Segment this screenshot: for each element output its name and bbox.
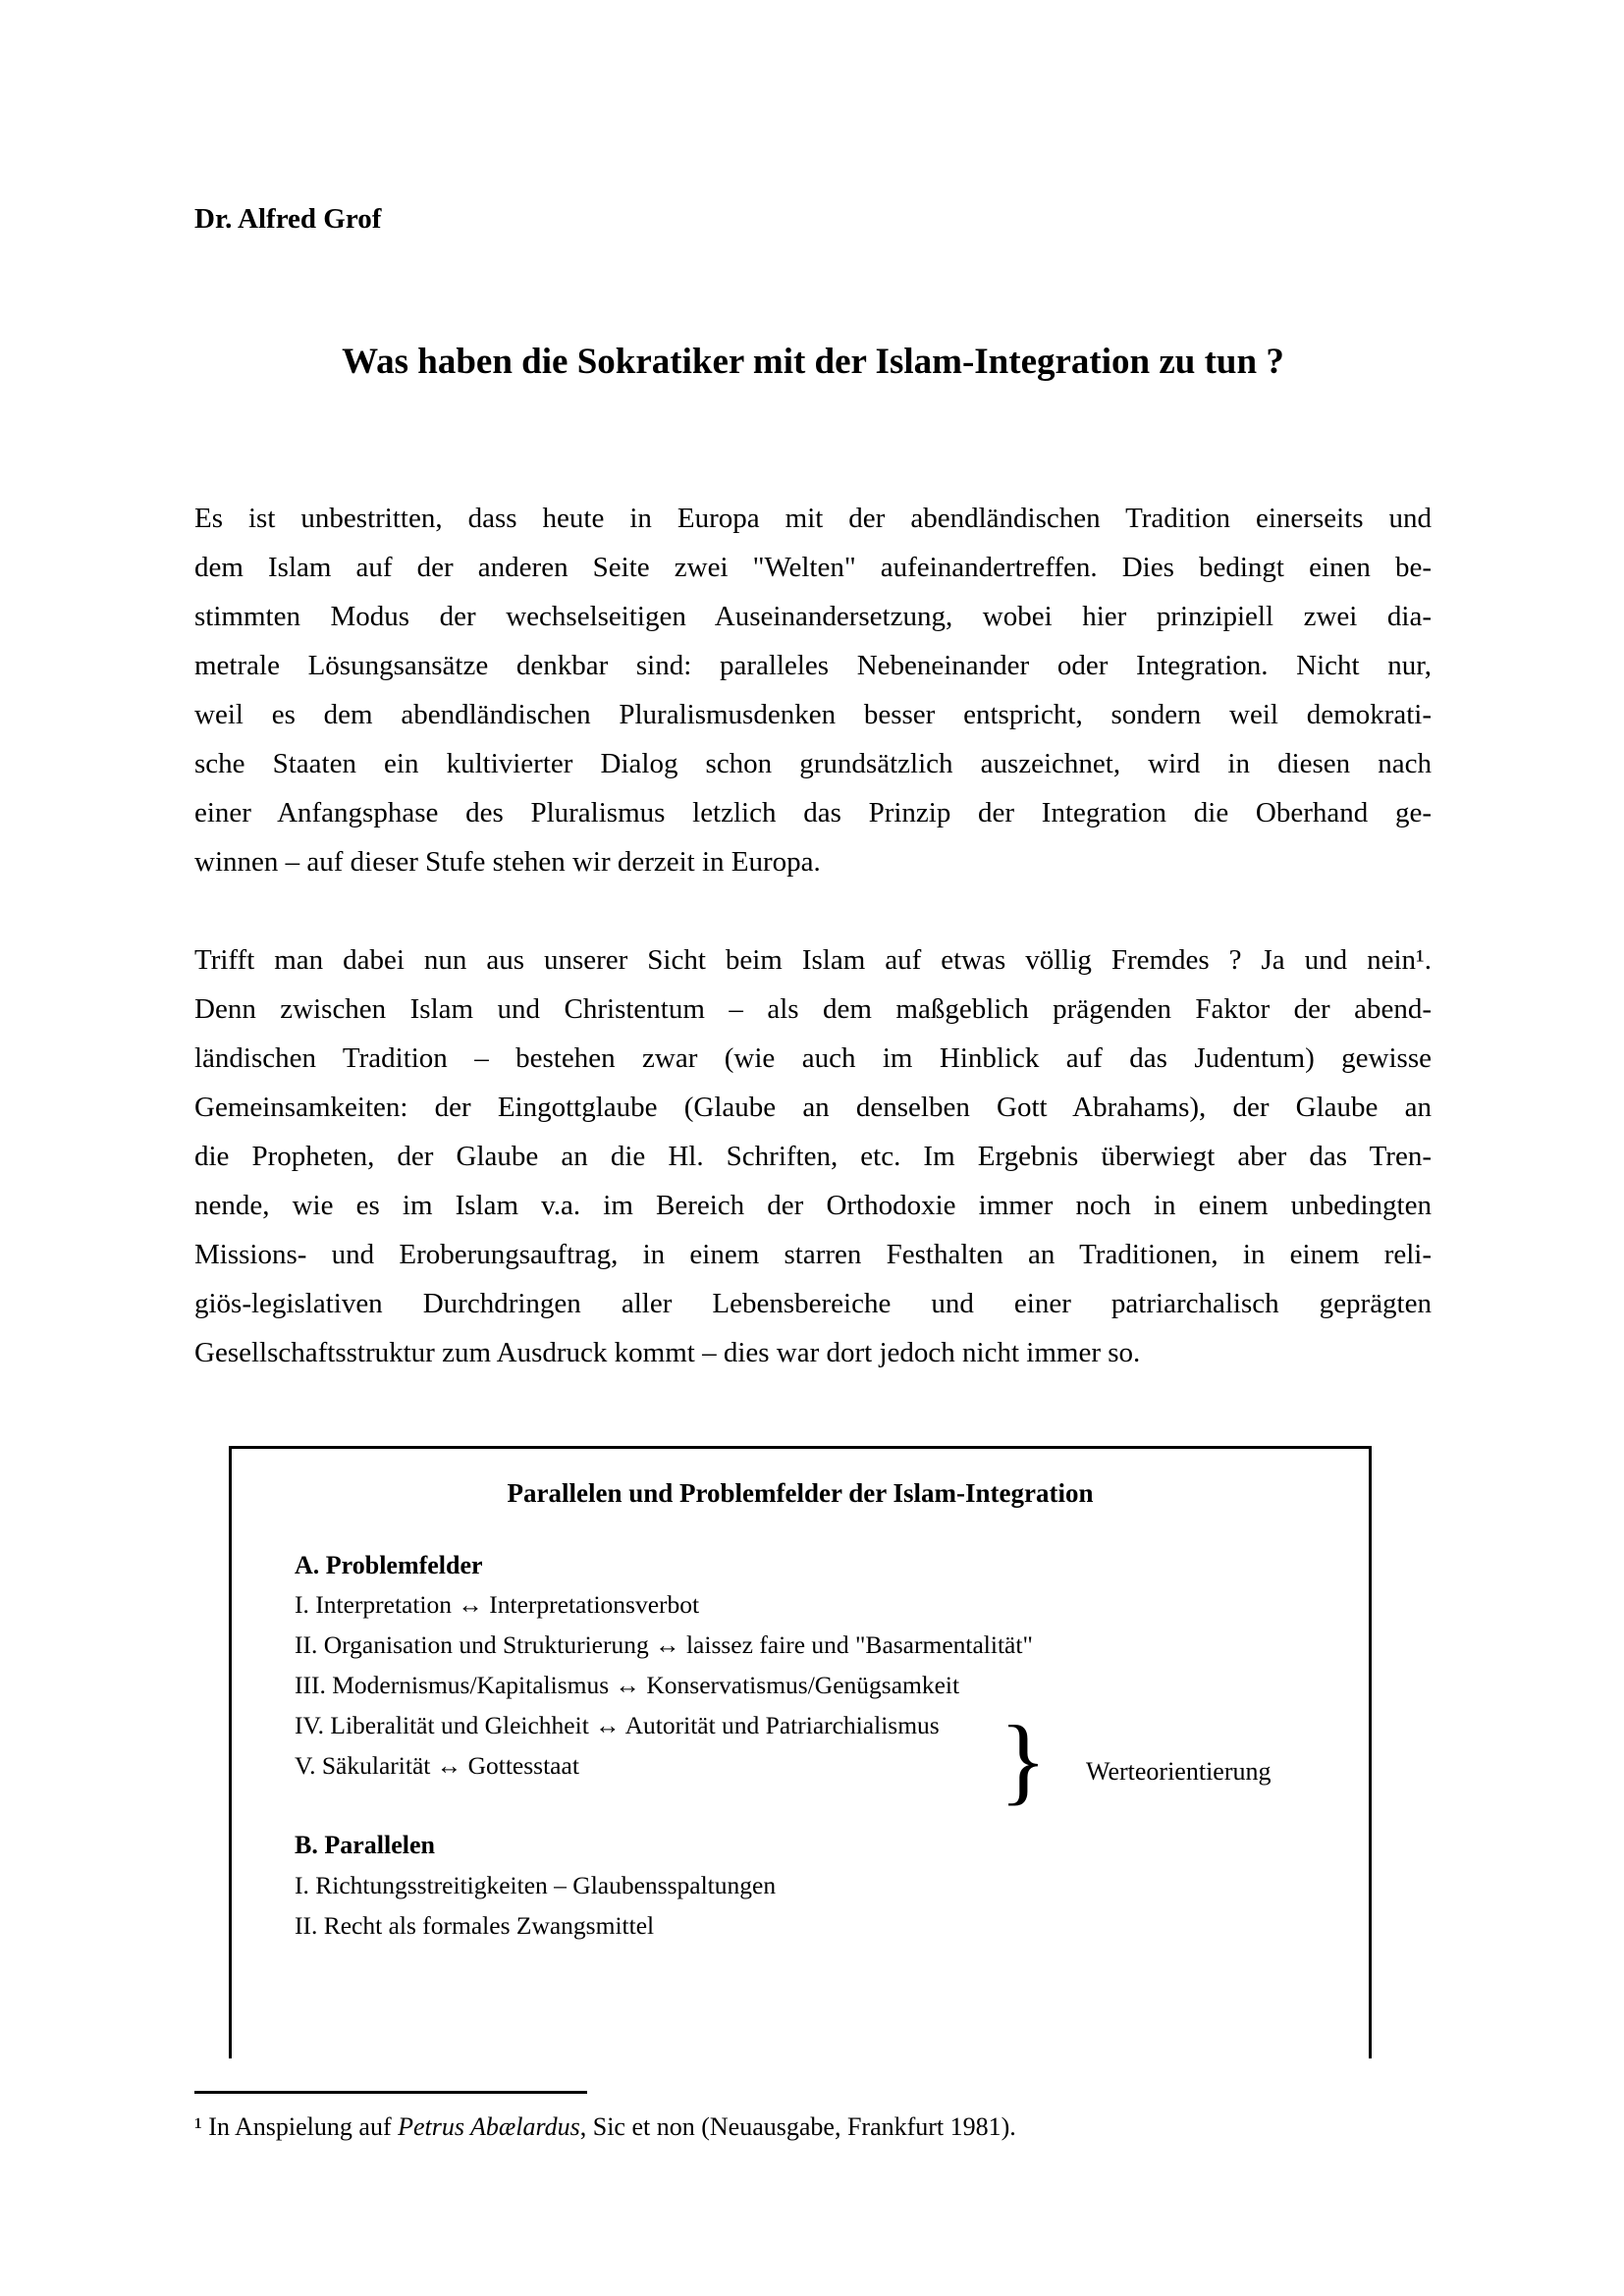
text-line: sche Staaten ein kultivierter Dialog schon grundsätzlich auszeichnet, wird in diesen nach [194,748,1432,779]
box-item: II. Organisation und Strukturierung ↔ laissez faire und "Basarmentalität" [295,1630,1033,1659]
box-item: I. Interpretation ↔ Interpretationsverbot [295,1590,700,1619]
footnote-text: ¹ In Anspielung auf [194,2112,399,2141]
box-item: II. Recht als formales Zwangsmittel [295,1911,655,1940]
text-line: weil es dem abendländischen Pluralismusdenken besser entspricht, sondern weil demokrati- [194,699,1432,730]
text-line: die Propheten, der Glaube an die Hl. Schriften, etc. Im Ergebnis überwiegt aber das Tren- [194,1141,1432,1172]
text-line: Gesellschaftsstruktur zum Ausdruck kommt – dies war dort jedoch nicht immer so. [194,1337,1141,1368]
footnote-separator [194,2091,587,2094]
box-item: I. Richtungsstreitigkeiten – Glaubensspaltungen [295,1871,777,1899]
text-line: stimmten Modus der wechselseitigen Auseinandersetzung, wobei hier prinzipiell zwei dia- [194,601,1432,632]
paragraph-1 [194,494,1432,886]
overview-box [229,1446,1372,2058]
section-b-heading: B. Parallelen [295,1831,435,1859]
paragraph-2 [194,935,1432,1377]
text-line: dem Islam auf der anderen Seite zwei "Welten" aufeinandertreffen. Dies bedingt einen be- [194,552,1432,583]
text-line: ländischen Tradition – bestehen zwar (wie auch im Hinblick auf das Judentum) gewisse [194,1042,1432,1074]
text-line: winnen – auf dieser Stufe stehen wir derzeit in Europa. [194,846,821,878]
box-item: IV. Liberalität und Gleichheit ↔ Autorität und Patriarchialismus [295,1711,940,1739]
footnote [194,2110,1432,2143]
text-line: Trifft man dabei nun aus unserer Sicht beim Islam auf etwas völlig Fremdes ? Ja und nein¹. [194,944,1432,976]
text-line: Es ist unbestritten, dass heute in Europa mit der abendländischen Tradition einerseits und [194,503,1432,534]
box-item: III. Modernismus/Kapitalismus ↔ Konservatismus/Genügsamkeit [295,1671,960,1699]
text-line: Gemeinsamkeiten: der Eingottglaube (Glaube an denselben Gott Abrahams), der Glaube an [194,1092,1432,1123]
text-line: einer Anfangsphase des Pluralismus letzlich das Prinzip der Integration die Oberhand ge- [194,797,1432,828]
text-line: Missions- und Eroberungsauftrag, in einem starren Festhalten an Traditionen, in einem reli- [194,1239,1432,1270]
box-item: V. Säkularität ↔ Gottesstaat [295,1751,579,1780]
section-a-heading: A. Problemfelder [295,1551,483,1579]
footnote-text: , Sic et non (Neuausgabe, Frankfurt 1981). [579,2112,1016,2141]
curly-brace-icon: } [1000,1705,1047,1814]
author-line: Dr. Alfred Grof [194,203,382,235]
box-title: Parallelen und Problemfelder der Islam-Integration [507,1478,1094,1508]
text-line: Denn zwischen Islam und Christentum – als dem maßgeblich prägenden Faktor der abend- [194,993,1432,1025]
footnote-italic-text: Petrus Abælardus [398,2112,580,2141]
text-line: nende, wie es im Islam v.a. im Bereich der Orthodoxie immer noch in einem unbedingten [194,1190,1432,1221]
text-line: giös-legislativen Durchdringen aller Lebensbereiche und einer patriarchalisch geprägten [194,1288,1432,1319]
text-line: metrale Lösungsansätze denkbar sind: paralleles Nebeneinander oder Integration. Nicht nur, [194,650,1432,681]
brace-label: Werteorientierung [1086,1757,1272,1786]
document-title: Was haben die Sokratiker mit der Islam-Integration zu tun ? [342,342,1284,382]
